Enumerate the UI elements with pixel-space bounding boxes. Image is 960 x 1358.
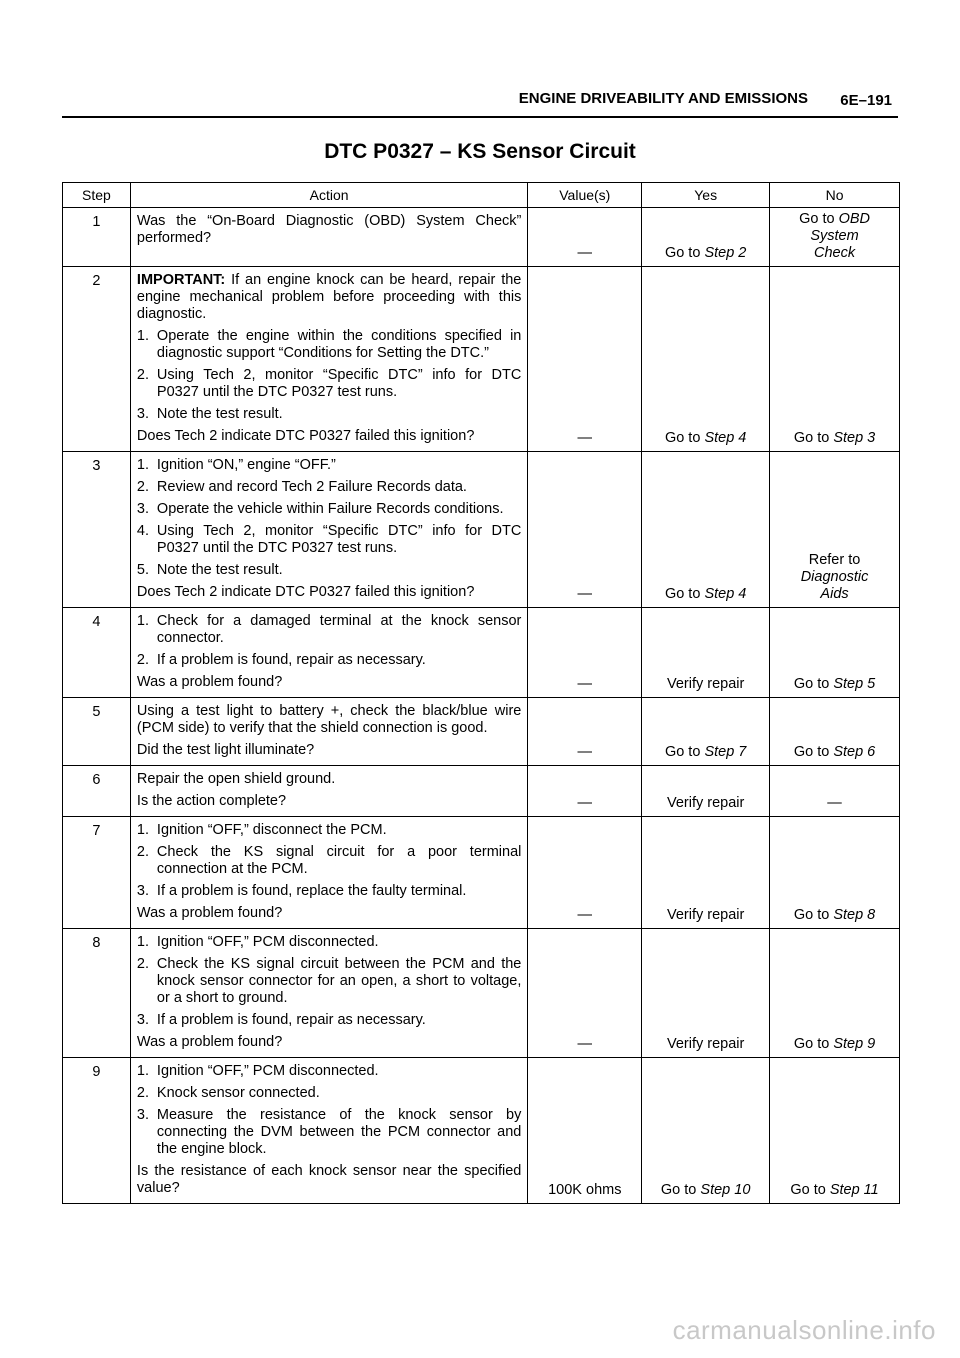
- item-number: 4.: [136, 523, 150, 539]
- no-step-link: Step 9: [833, 1036, 876, 1052]
- column-header-yes: Yes: [642, 183, 770, 208]
- step-number: 4: [63, 608, 131, 698]
- value-cell: —: [528, 267, 642, 452]
- item-text: Note the test result.: [156, 562, 283, 578]
- yes-step-link: Step 4: [704, 586, 747, 602]
- action-step-item: [137, 1107, 521, 1158]
- action-step-item: [137, 1085, 521, 1102]
- item-number: 2.: [136, 844, 150, 860]
- action-question: Is the action complete?: [136, 793, 287, 809]
- action-step-item: [137, 328, 521, 362]
- action-cell: [130, 267, 527, 452]
- no-step-link: Step 3: [833, 430, 876, 446]
- item-text: Operate the vehicle within Failure Records conditions.: [156, 501, 504, 517]
- column-header-action: Action: [130, 183, 527, 208]
- item-text: Using Tech 2, monitor “Specific DTC” info for DTC P0327 until the DTC P0327 test runs.: [156, 367, 522, 400]
- no-prefix: Go to: [793, 430, 830, 446]
- table-row: [63, 452, 900, 608]
- item-text: Ignition “OFF,” PCM disconnected.: [156, 1063, 379, 1079]
- value-cell: —: [528, 929, 642, 1058]
- important-label: IMPORTANT:: [136, 272, 226, 288]
- item-number: 1.: [136, 822, 150, 838]
- no-prefix: Go to: [793, 676, 830, 692]
- item-text: Measure the resistance of the knock sensor by connecting the DVM between the PCM connector and the engine block.: [156, 1107, 522, 1157]
- yes-prefix: Go to: [664, 245, 701, 261]
- no-prefix: Go to: [793, 744, 830, 760]
- no-prefix: Go to: [793, 1036, 830, 1052]
- no-reference-line: Diagnostic: [800, 569, 869, 585]
- action-step-item: [137, 822, 521, 839]
- item-number: 1.: [136, 1063, 150, 1079]
- action-question: Is the resistance of each knock sensor near the specified value?: [136, 1163, 522, 1196]
- action-step-item: [137, 613, 521, 647]
- item-number: 2.: [136, 652, 150, 668]
- no-cell: [770, 929, 900, 1058]
- diagnostic-table: [62, 182, 900, 1204]
- yes-cell: [642, 1058, 770, 1204]
- step-number: 2: [63, 267, 131, 452]
- table-body: [63, 208, 900, 1204]
- no-first-line: [776, 211, 893, 228]
- action-text: Repair the open shield ground.: [136, 771, 336, 787]
- item-number: 3.: [136, 883, 150, 899]
- table-row: [63, 267, 900, 452]
- yes-cell: [642, 452, 770, 608]
- value-cell: 100K ohms: [528, 1058, 642, 1204]
- item-text: Review and record Tech 2 Failure Records data.: [156, 479, 467, 495]
- table-row: [63, 208, 900, 267]
- no-prefix: Go to: [793, 907, 830, 923]
- yes-cell: [642, 267, 770, 452]
- value-cell: —: [528, 208, 642, 267]
- column-header-values: Value(s): [528, 183, 642, 208]
- action-text: Using a test light to battery +, check the black/blue wire (PCM side) to verify that the shield connection is good.: [136, 703, 522, 736]
- value-cell: —: [528, 452, 642, 608]
- step-number: 5: [63, 698, 131, 766]
- yes-prefix: Go to: [660, 1182, 697, 1198]
- action-question: Was a problem found?: [136, 1034, 283, 1050]
- item-number: 3.: [136, 1107, 150, 1123]
- no-step-link: Step 5: [833, 676, 876, 692]
- step-number: 9: [63, 1058, 131, 1204]
- yes-prefix: Go to: [664, 430, 701, 446]
- item-text: Note the test result.: [156, 406, 283, 422]
- table-row: [63, 1058, 900, 1204]
- step-number: 8: [63, 929, 131, 1058]
- item-text: Operate the engine within the conditions specified in diagnostic support “Conditions for Setting the DTC.”: [156, 328, 522, 361]
- item-number: 2.: [136, 956, 150, 972]
- step-number: 6: [63, 766, 131, 817]
- action-cell: [130, 766, 527, 817]
- no-step-link: Step 6: [833, 744, 876, 760]
- table-row: [63, 698, 900, 766]
- value-cell: —: [528, 698, 642, 766]
- step-number: 3: [63, 452, 131, 608]
- table-row: [63, 929, 900, 1058]
- table-header-row: [63, 183, 900, 208]
- action-step-item: [137, 501, 521, 518]
- column-header-step: Step: [63, 183, 131, 208]
- action-step-item: [137, 1012, 521, 1029]
- no-reference-line: Check: [813, 245, 856, 261]
- item-text: Ignition “OFF,” disconnect the PCM.: [156, 822, 387, 838]
- yes-step-link: Step 2: [704, 245, 747, 261]
- no-cell: [770, 452, 900, 608]
- step-number: 1: [63, 208, 131, 267]
- no-cell: [770, 267, 900, 452]
- value-cell: —: [528, 766, 642, 817]
- action-question: Does Tech 2 indicate DTC P0327 failed this ignition?: [136, 428, 475, 444]
- yes-cell: Verify repair: [642, 817, 770, 929]
- action-step-item: [137, 562, 521, 579]
- action-step-item: [137, 883, 521, 900]
- action-step-item: [137, 523, 521, 557]
- page-number: 6E–191: [840, 92, 892, 109]
- item-text: Check the KS signal circuit for a poor terminal connection at the PCM.: [156, 844, 522, 877]
- table-row: [63, 766, 900, 817]
- no-prefix: Go to: [799, 211, 835, 227]
- item-text: If a problem is found, repair as necessary.: [156, 1012, 426, 1028]
- item-number: 2.: [136, 479, 150, 495]
- action-step-item: [137, 367, 521, 401]
- action-step-item: [137, 652, 521, 669]
- action-cell: [130, 608, 527, 698]
- no-reference-line: System: [810, 228, 859, 244]
- table-row: [63, 608, 900, 698]
- item-number: 3.: [136, 501, 150, 517]
- action-step-item: [137, 934, 521, 951]
- action-question: Was a problem found?: [136, 674, 283, 690]
- page-title: DTC P0327 – KS Sensor Circuit: [324, 140, 636, 163]
- item-number: 1.: [136, 613, 150, 629]
- action-question: Was a problem found?: [136, 905, 283, 921]
- yes-step-link: Step 10: [700, 1182, 751, 1198]
- item-text: Using Tech 2, monitor “Specific DTC” info for DTC P0327 until the DTC P0327 test runs.: [156, 523, 522, 556]
- column-header-no: No: [770, 183, 900, 208]
- item-text: Ignition “OFF,” PCM disconnected.: [156, 934, 379, 950]
- no-reference-line: OBD: [838, 211, 870, 227]
- yes-step-link: Step 7: [704, 744, 747, 760]
- action-cell: [130, 698, 527, 766]
- action-text: Was the “On-Board Diagnostic (OBD) System Check” performed?: [136, 213, 522, 246]
- yes-cell: [642, 698, 770, 766]
- watermark: carmanualsonline.info: [672, 1315, 936, 1345]
- item-number: 5.: [136, 562, 150, 578]
- table-row: [63, 817, 900, 929]
- action-step-item: [137, 406, 521, 423]
- important-note: [137, 272, 521, 323]
- value-cell: —: [528, 817, 642, 929]
- no-cell: —: [770, 766, 900, 817]
- action-question: Did the test light illuminate?: [136, 742, 315, 758]
- item-number: 2.: [136, 367, 150, 383]
- yes-cell: Verify repair: [642, 929, 770, 1058]
- action-step-item: [137, 457, 521, 474]
- action-cell: [130, 929, 527, 1058]
- no-cell: [770, 208, 900, 267]
- yes-step-link: Step 4: [704, 430, 747, 446]
- yes-cell: Verify repair: [642, 766, 770, 817]
- action-step-item: [137, 479, 521, 496]
- no-cell: [770, 817, 900, 929]
- action-step-item: [137, 1063, 521, 1080]
- item-text: Check the KS signal circuit between the PCM and the knock sensor connector for an open, a short to voltage, or a short to ground.: [156, 956, 522, 1006]
- no-cell: [770, 698, 900, 766]
- no-reference-line: Aids: [820, 586, 849, 602]
- important-text: If an engine knock can be heard, repair the engine mechanical problem before proceeding with this diagnostic.: [136, 272, 522, 322]
- yes-cell: [642, 208, 770, 267]
- page-header: [62, 88, 898, 118]
- item-text: If a problem is found, replace the faulty terminal.: [156, 883, 467, 899]
- item-text: Check for a damaged terminal at the knock sensor connector.: [156, 613, 522, 646]
- yes-prefix: Go to: [664, 744, 701, 760]
- item-number: 1.: [136, 328, 150, 344]
- action-step-item: [137, 956, 521, 1007]
- item-number: 3.: [136, 406, 150, 422]
- item-text: Knock sensor connected.: [156, 1085, 320, 1101]
- yes-prefix: Go to: [664, 586, 701, 602]
- yes-cell: Verify repair: [642, 608, 770, 698]
- step-number: 7: [63, 817, 131, 929]
- no-prefix: Go to: [790, 1182, 826, 1198]
- action-cell: [130, 452, 527, 608]
- action-cell: [130, 817, 527, 929]
- no-step-link: Step 8: [833, 907, 876, 923]
- action-question: Does Tech 2 indicate DTC P0327 failed this ignition?: [136, 584, 475, 600]
- item-number: 2.: [136, 1085, 150, 1101]
- no-cell: [770, 1058, 900, 1204]
- action-step-item: [137, 844, 521, 878]
- no-cell: [770, 608, 900, 698]
- action-cell: [130, 208, 527, 267]
- section-title: ENGINE DRIVEABILITY AND EMISSIONS: [518, 90, 808, 107]
- item-number: 3.: [136, 1012, 150, 1028]
- item-number: 1.: [136, 934, 150, 950]
- item-number: 1.: [136, 457, 150, 473]
- action-cell: [130, 1058, 527, 1204]
- item-text: If a problem is found, repair as necessary.: [156, 652, 426, 668]
- value-cell: —: [528, 608, 642, 698]
- no-prefix: Refer to: [808, 552, 861, 568]
- no-step-link: Step 11: [829, 1182, 879, 1198]
- item-text: Ignition “ON,” engine “OFF.”: [156, 457, 336, 473]
